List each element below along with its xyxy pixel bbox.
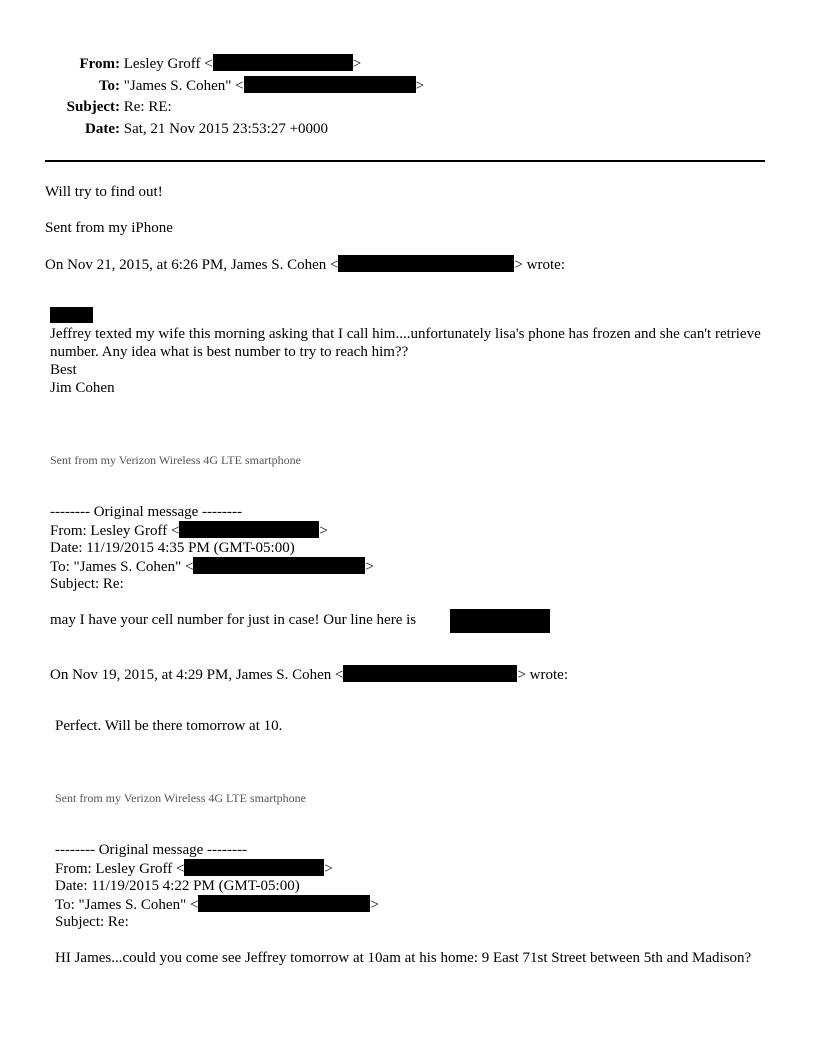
header-date-row bbox=[0, 120, 328, 138]
close-bracket: > bbox=[319, 523, 328, 539]
header-divider bbox=[45, 160, 765, 162]
orig1-from-text: From: Lesley Groff < bbox=[50, 523, 180, 539]
date-value: Sat, 21 Nov 2015 23:53:27 +0000 bbox=[123, 121, 329, 137]
redaction-box bbox=[184, 859, 324, 876]
redaction-box bbox=[338, 255, 514, 272]
orig2-to bbox=[55, 895, 379, 914]
close-bracket: > bbox=[352, 56, 362, 72]
orig1-to bbox=[50, 557, 374, 576]
orig2-to-text: To: "James S. Cohen" < bbox=[55, 897, 199, 913]
redaction-box bbox=[244, 76, 416, 93]
redaction-box bbox=[343, 665, 517, 682]
date-label: Date: bbox=[85, 121, 120, 137]
close-bracket: > bbox=[324, 861, 333, 877]
orig1-body-row bbox=[50, 611, 416, 629]
close-bracket: > bbox=[365, 559, 374, 575]
close-bracket: > bbox=[370, 897, 379, 913]
orig2-from bbox=[55, 859, 333, 878]
header-from-row bbox=[0, 54, 361, 73]
cohen-msg1-body: Jeffrey texted my wife this morning asking that I call him....unfortunately lisa's phone has frozen and she can't retrieve number. Any idea what is best number to try to reach him?? bbox=[50, 326, 761, 360]
reply-signature: Sent from my iPhone bbox=[45, 220, 173, 236]
orig2-from-text: From: Lesley Groff < bbox=[55, 861, 185, 877]
to-label: To: bbox=[98, 78, 120, 94]
quote-intro-1 bbox=[45, 255, 565, 274]
orig2-subject: Subject: Re: bbox=[55, 914, 129, 930]
orig2-body: HI James...could you come see Jeffrey tomorrow at 10am at his home: 9 East 71st Street between 5th and Madison? bbox=[55, 950, 752, 966]
header-subject-row bbox=[0, 98, 172, 116]
quote-intro-2 bbox=[50, 665, 568, 684]
redaction-box bbox=[213, 54, 353, 71]
orig1-body: may I have your cell number for just in case! Our line here is bbox=[50, 612, 417, 628]
orig2-date: Date: 11/19/2015 4:22 PM (GMT-05:00) bbox=[55, 878, 300, 894]
quote2-body: Perfect. Will be there tomorrow at 10. bbox=[55, 718, 283, 734]
orig1-separator: -------- Original message -------- bbox=[50, 504, 242, 520]
orig1-from bbox=[50, 521, 328, 540]
to-value: "James S. Cohen" < bbox=[123, 78, 244, 94]
redaction-box bbox=[198, 895, 370, 912]
redaction-box bbox=[179, 521, 319, 538]
subject-value: Re: RE: bbox=[123, 99, 172, 115]
header-to-row bbox=[0, 76, 424, 95]
orig1-subject: Subject: Re: bbox=[50, 576, 124, 592]
cohen-msg1-sign2: Jim Cohen bbox=[50, 380, 115, 396]
quote-intro-pre: On Nov 21, 2015, at 6:26 PM, James S. Cohen < bbox=[45, 257, 339, 273]
quote-intro-post: > wrote: bbox=[514, 257, 565, 273]
quote2-intro-pre: On Nov 19, 2015, at 4:29 PM, James S. Cohen < bbox=[50, 667, 344, 683]
orig2-separator: -------- Original message -------- bbox=[55, 842, 247, 858]
quote2-intro-post: > wrote: bbox=[517, 667, 568, 683]
redaction-box bbox=[193, 557, 365, 574]
reply-line1: Will try to find out! bbox=[45, 184, 163, 200]
redaction-box bbox=[50, 307, 93, 323]
redaction-box bbox=[450, 609, 550, 633]
cohen-msg1-sign1: Best bbox=[50, 362, 77, 378]
subject-label: Subject: bbox=[66, 99, 120, 115]
close-bracket: > bbox=[415, 78, 425, 94]
quote2-footer: Sent from my Verizon Wireless 4G LTE smartphone bbox=[55, 791, 306, 805]
from-value: Lesley Groff < bbox=[123, 56, 213, 72]
orig1-date: Date: 11/19/2015 4:35 PM (GMT-05:00) bbox=[50, 540, 295, 556]
from-label: From: bbox=[79, 56, 120, 72]
cohen-msg1-footer: Sent from my Verizon Wireless 4G LTE smartphone bbox=[50, 453, 301, 467]
orig1-to-text: To: "James S. Cohen" < bbox=[50, 559, 194, 575]
